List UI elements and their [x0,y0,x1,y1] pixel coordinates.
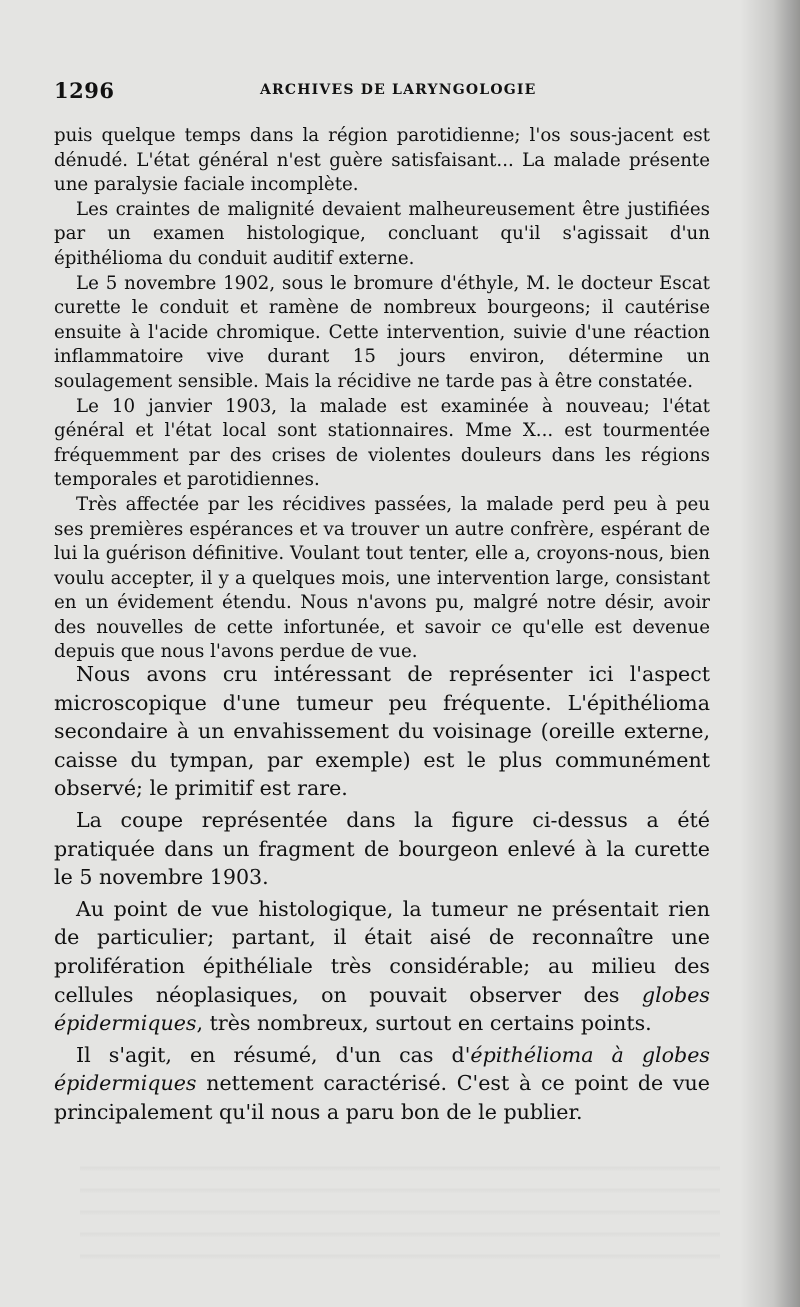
discussion-paragraph [54,895,710,1038]
italic-term: globes épidermiques [54,982,710,1036]
page-number: 1296 [54,78,115,103]
discussion-text [54,660,710,1127]
page-header [54,78,714,108]
case-paragraph: Le 10 janvier 1903, la malade est examinée à nouveau; l'état général et l'état local sont stationnaires. Mme X... est tourmentée fréquemment par des crises de violentes douleurs dans les régions temporales et parotidiennes. [54,395,710,491]
show-through-bleed [80,1150,720,1270]
case-report-text [54,124,710,665]
discussion-paragraph: Nous avons cru intéressant de représenter ici l'aspect microscopique d'une tumeur peu fréquente. L'épithélioma secondaire à un envahissement du voisinage (oreille externe, caisse du tympan, par exemple) est le plus communément observé; le primitif est rare. [54,662,710,801]
paragraph-text: nettement caractérisé. C'est à ce point de vue principalement qu'il nous a paru bon de le publier. [54,1071,710,1124]
case-paragraph: Très affectée par les récidives passées, la malade perd peu à peu ses premières espérances et va trouver un autre confrère, espérant de lui la guérison définitive. Voulant tout tenter, elle a, croyons-nous, bien voulu accepter, il y a quelques mois, une intervention large, consistant en un évidement étendu. Nous n'avons pu, malgré notre désir, avoir des nouvelles de cette infortunée, et savoir ce qu'elle est devenue depuis que nous l'avons perdue de vue. [54,493,710,663]
italic-term: épithélioma à globes épidermiques [54,1042,710,1096]
paragraph-text: , très nombreux, surtout en certains points. [196,1011,652,1036]
case-paragraph: Le 5 novembre 1902, sous le bromure d'éthyle, M. le docteur Escat curette le conduit et ramène de nombreux bourgeons; il cautérise ensuite à l'acide chromique. Cette intervention, suivie d'une réaction inflammatoire vive durant 15 jours environ, détermine un soulagement sensible. Mais la récidive ne tarde pas à être constatée. [54,272,710,392]
running-title: ARCHIVES DE LARYNGOLOGIE [260,82,537,98]
discussion-paragraph: La coupe représentée dans la figure ci-dessus a été pratiquée dans un fragment de bourgeon enlevé à la curette le 5 novembre 1903. [54,807,710,890]
paragraph-text: Au point de vue histologique, la tumeur ne présentait rien de particulier; partant, il était aisé de reconnaître une prolifération épithéliale très considérable; au milieu des cellules néoplasiques, on pouvait observer des [54,896,710,1007]
paragraph-text: Il s'agit, en résumé, d'un cas d' [76,1042,471,1067]
discussion-paragraph [54,1041,710,1127]
case-paragraph: puis quelque temps dans la région parotidienne; l'os sous-jacent est dénudé. L'état général n'est guère satisfaisant... La malade présente une paralysie faciale incomplète. [54,125,710,196]
case-paragraph: Les craintes de malignité devaient malheureusement être justifiées par un examen histologique, concluant qu'il s'agissait d'un épithélioma du conduit auditif externe. [54,198,710,269]
